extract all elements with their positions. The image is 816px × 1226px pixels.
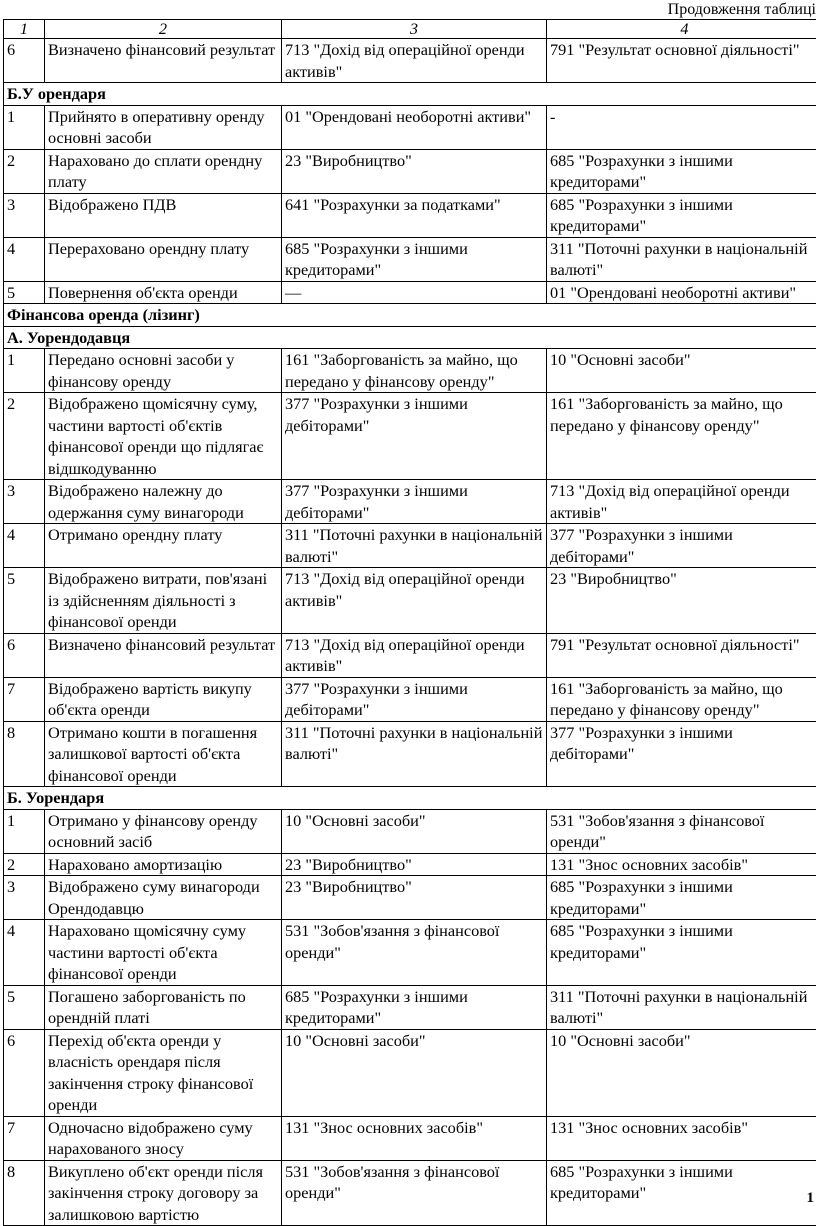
credit-account: 377 "Розрахунки з іншими дебіторами" <box>547 721 816 787</box>
debit-account: 713 "Дохід від операційної оренди активів" <box>282 39 547 83</box>
debit-account: 10 "Основні засоби" <box>282 809 547 853</box>
operation-description: Визначено фінансовий результат <box>45 39 282 83</box>
continuation-label: Продовження таблиці <box>3 0 816 19</box>
debit-account: 641 "Розрахунки за податками" <box>282 193 547 237</box>
debit-account: 311 "Поточні рахунки в національній валюті" <box>282 721 547 787</box>
debit-account: 10 "Основні засоби" <box>282 1029 547 1116</box>
debit-account: 23 "Виробництво" <box>282 149 547 193</box>
entry-number: 5 <box>4 985 45 1029</box>
accounting-entries-table <box>3 19 816 1226</box>
header-col-4: 4 <box>547 20 816 39</box>
entry-number: 3 <box>4 480 45 524</box>
header-col-2: 2 <box>45 20 282 39</box>
operation-description: Передано основні засоби у фінансову оренду <box>45 349 282 393</box>
credit-account: 311 "Поточні рахунки в національній валюті" <box>547 237 816 281</box>
table-row <box>4 876 816 920</box>
entry-number: 1 <box>4 105 45 149</box>
table-row <box>4 237 816 281</box>
credit-account: 685 "Розрахунки з іншими кредиторами" <box>547 920 816 986</box>
operation-description: Нараховано щомісячну суму частини вартості об'єкта фінансової оренди <box>45 920 282 986</box>
operation-description: Прийнято в оперативну оренду основні засоби <box>45 105 282 149</box>
operation-description: Отримано орендну плату <box>45 524 282 568</box>
table-row <box>4 480 816 524</box>
credit-account: 23 "Виробництво" <box>547 568 816 634</box>
entry-number: 5 <box>4 281 45 304</box>
entry-number: 6 <box>4 1029 45 1116</box>
table-row <box>4 1116 816 1160</box>
table-row <box>4 393 816 480</box>
operation-description: Одночасно відображено суму нарахованого зносу <box>45 1116 282 1160</box>
debit-account: 685 "Розрахунки з іншими кредиторами" <box>282 237 547 281</box>
operation-description: Повернення об'єкта оренди <box>45 281 282 304</box>
debit-account: 531 "Зобов'язання з фінансової оренди" <box>282 920 547 986</box>
debit-account: 311 "Поточні рахунки в національній валюті" <box>282 524 547 568</box>
table-row <box>4 985 816 1029</box>
entry-number: 4 <box>4 524 45 568</box>
entry-number: 4 <box>4 920 45 986</box>
operation-description: Відображено ПДВ <box>45 193 282 237</box>
entry-number: 2 <box>4 393 45 480</box>
credit-account: 791 "Результат основної діяльності" <box>547 633 816 677</box>
table-row <box>4 809 816 853</box>
entry-number: 3 <box>4 193 45 237</box>
credit-account: 10 "Основні засоби" <box>547 349 816 393</box>
credit-account: 161 "Заборгованість за майно, що передано у фінансову оренду" <box>547 393 816 480</box>
section-heading: А. Уорендодавця <box>4 326 816 349</box>
table-header-row <box>4 20 816 39</box>
credit-account: 10 "Основні засоби" <box>547 1029 816 1116</box>
table-row <box>4 193 816 237</box>
credit-account: 531 "Зобов'язання з фінансової оренди" <box>547 809 816 853</box>
debit-account: 713 "Дохід від операційної оренди активів" <box>282 568 547 634</box>
section-heading: Б. Уорендаря <box>4 787 816 810</box>
credit-account: 01 "Орендовані необоротні активи" <box>547 281 816 304</box>
operation-description: Відображено суму винагороди Орендодавцю <box>45 876 282 920</box>
operation-description: Відображено щомісячну суму, частини вартості об'єктів фінансової оренди що підлягає відшкодуванню <box>45 393 282 480</box>
header-col-1: 1 <box>4 20 45 39</box>
entry-number: 8 <box>4 1160 45 1226</box>
operation-description: Перехід об'єкта оренди у власність орендаря після закінчення строку фінансової оренди <box>45 1029 282 1116</box>
debit-account: 377 "Розрахунки з іншими дебіторами" <box>282 393 547 480</box>
entry-number: 5 <box>4 568 45 634</box>
operation-description: Перераховано орендну плату <box>45 237 282 281</box>
credit-account: 685 "Розрахунки з іншими кредиторами" <box>547 193 816 237</box>
operation-description: Нараховано до сплати орендну плату <box>45 149 282 193</box>
table-row <box>4 568 816 634</box>
page-number: 1 <box>807 1190 815 1207</box>
entry-number: 4 <box>4 237 45 281</box>
entry-number: 2 <box>4 149 45 193</box>
table-row <box>4 524 816 568</box>
debit-account: 377 "Розрахунки з іншими дебіторами" <box>282 480 547 524</box>
section-heading: Фінансова оренда (лізинг) <box>4 304 816 327</box>
operation-description: Відображено належну до одержання суму винагороди <box>45 480 282 524</box>
operation-description: Отримано у фінансову оренду основний засіб <box>45 809 282 853</box>
credit-account: 713 "Дохід від операційної оренди активів" <box>547 480 816 524</box>
section-heading-row <box>4 326 816 349</box>
debit-account: 23 "Виробництво" <box>282 853 547 876</box>
entry-number: 7 <box>4 1116 45 1160</box>
operation-description: Відображено вартість викупу об'єкта оренди <box>45 677 282 721</box>
table-row <box>4 149 816 193</box>
debit-account: 01 "Орендовані необоротні активи" <box>282 105 547 149</box>
credit-account: 377 "Розрахунки з іншими дебіторами" <box>547 524 816 568</box>
table-row <box>4 349 816 393</box>
entry-number: 3 <box>4 876 45 920</box>
table-row <box>4 677 816 721</box>
entry-number: 6 <box>4 633 45 677</box>
operation-description: Визначено фінансовий результат <box>45 633 282 677</box>
table-row <box>4 1029 816 1116</box>
section-heading-row <box>4 787 816 810</box>
table-row <box>4 1160 816 1226</box>
debit-account: 23 "Виробництво" <box>282 876 547 920</box>
header-col-3: 3 <box>282 20 547 39</box>
credit-account: 791 "Результат основної діяльності" <box>547 39 816 83</box>
entry-number: 6 <box>4 39 45 83</box>
entry-number: 1 <box>4 349 45 393</box>
credit-account: 311 "Поточні рахунки в національній валюті" <box>547 985 816 1029</box>
credit-account: 131 "Знос основних засобів" <box>547 1116 816 1160</box>
credit-account: 131 "Знос основних засобів" <box>547 853 816 876</box>
table-row <box>4 39 816 83</box>
debit-account: 161 "Заборгованість за майно, що передано у фінансову оренду" <box>282 349 547 393</box>
section-heading-row <box>4 83 816 106</box>
credit-account: 161 "Заборгованість за майно, що передано у фінансову оренду" <box>547 677 816 721</box>
table-row <box>4 281 816 304</box>
table-row <box>4 105 816 149</box>
table-row <box>4 920 816 986</box>
operation-description: Відображено витрати, пов'язані із здійсненням діяльності з фінансової оренди <box>45 568 282 634</box>
debit-account: 685 "Розрахунки з іншими кредиторами" <box>282 985 547 1029</box>
debit-account: 713 "Дохід від операційної оренди активів" <box>282 633 547 677</box>
operation-description: Нараховано амортизацію <box>45 853 282 876</box>
credit-account: - <box>547 105 816 149</box>
credit-account: 685 "Розрахунки з іншими кредиторами" <box>547 1160 816 1226</box>
operation-description: Погашено заборгованість по орендній платі <box>45 985 282 1029</box>
section-heading-row <box>4 304 816 327</box>
table-body <box>4 20 816 1226</box>
entry-number: 1 <box>4 809 45 853</box>
document-page <box>3 0 816 1226</box>
entry-number: 7 <box>4 677 45 721</box>
debit-account: 531 "Зобов'язання з фінансової оренди" <box>282 1160 547 1226</box>
debit-account: 377 "Розрахунки з іншими дебіторами" <box>282 677 547 721</box>
table-row <box>4 853 816 876</box>
credit-account: 685 "Розрахунки з іншими кредиторами" <box>547 876 816 920</box>
table-row <box>4 633 816 677</box>
entry-number: 2 <box>4 853 45 876</box>
debit-account: — <box>282 281 547 304</box>
operation-description: Викуплено об'єкт оренди після закінчення строку договору за залишковою вартістю <box>45 1160 282 1226</box>
operation-description: Отримано кошти в погашення залишкової вартості об'єкта фінансової оренди <box>45 721 282 787</box>
section-heading: Б.У орендаря <box>4 83 816 106</box>
credit-account: 685 "Розрахунки з іншими кредиторами" <box>547 149 816 193</box>
debit-account: 131 "Знос основних засобів" <box>282 1116 547 1160</box>
table-row <box>4 721 816 787</box>
entry-number: 8 <box>4 721 45 787</box>
